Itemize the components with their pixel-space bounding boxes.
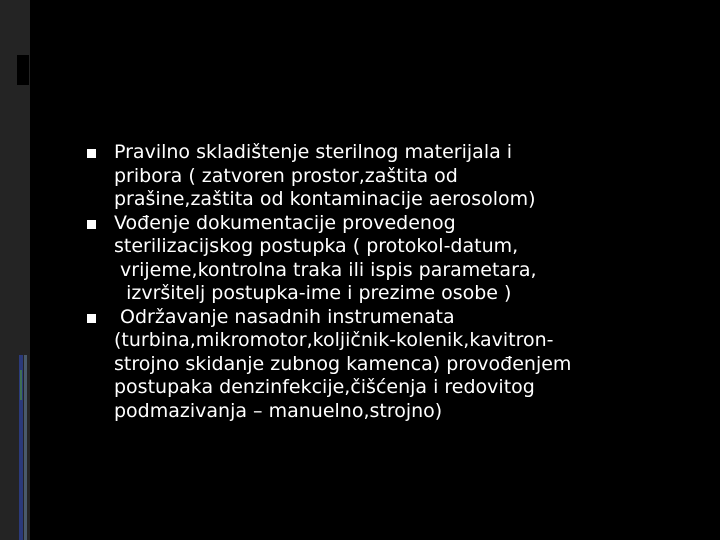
accent-bar-gray: [24, 355, 27, 540]
bullet-line: Pravilno skladištenje sterilnog materijala i: [114, 141, 513, 163]
slide-content: [84, 141, 704, 423]
bullet-line: izvršitelj postupka-ime i prezime osobe ): [114, 282, 512, 304]
bullet-line: vrijeme,kontrolna traka ili ispis parametara,: [114, 258, 537, 281]
bullet-item-maintenance: [84, 306, 704, 424]
bullet-line: prašine,zaštita od kontaminacije aerosolom): [114, 188, 536, 210]
bullet-line: strojno skidanje zubnog kamenca) provođenjem: [114, 352, 572, 375]
bullet-line: Održavanje nasadnih instrumenata: [114, 305, 455, 328]
bullet-item-storage: [84, 141, 704, 212]
square-bullet-icon: [87, 220, 96, 229]
bullet-line: pribora ( zatvoren prostor,zaštita od: [114, 164, 458, 187]
accent-square: [17, 55, 29, 85]
bullet-line: postupaka denzinfekcije,čišćenja i redovitog: [114, 376, 535, 398]
bullet-line: podmazivanja – manuelno,strojno): [114, 399, 443, 422]
accent-bar-green: [20, 370, 22, 400]
bullet-line: sterilizacijskog postupka ( protokol-datum,: [114, 235, 519, 257]
bullet-item-documentation: [84, 212, 704, 306]
square-bullet-icon: [87, 314, 96, 323]
bullet-line: (turbina,mikromotor,koljičnik-kolenik,kavitron-: [114, 329, 554, 351]
square-bullet-icon: [87, 149, 96, 158]
bullet-line: Vođenje dokumentacije provedenog: [114, 211, 456, 234]
bullet-list: [84, 141, 704, 423]
